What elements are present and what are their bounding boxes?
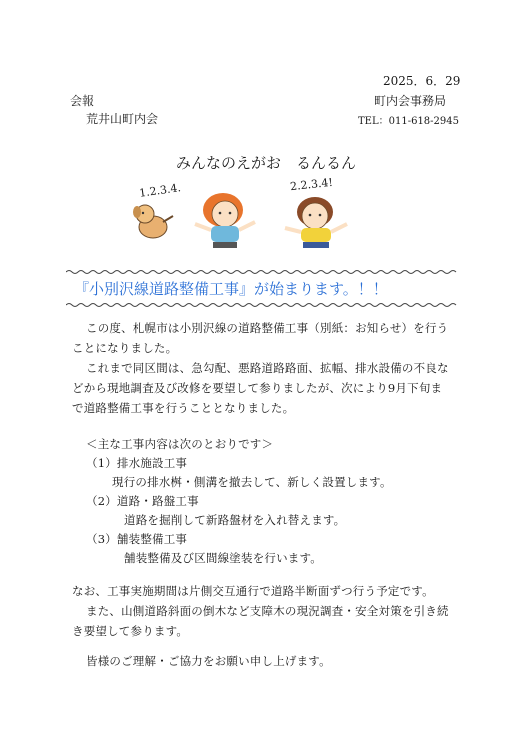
boy-figure xyxy=(285,197,347,248)
p1-line2: ことになりました。 xyxy=(72,341,178,355)
work-list-title: ＜主な工事内容は次のとおりです＞ xyxy=(86,437,274,451)
p1-line1: この度、札幌市は小別沢線の道路整備工事（別紙：お知らせ）を行う xyxy=(86,321,449,335)
slogan: みんなのえがお るんるん xyxy=(176,154,357,172)
p2-line3: で道路整備工事を行うこととなりました。 xyxy=(72,401,295,415)
work-item-2-detail: 道路を掘削して新路盤材を入れ替えます。 xyxy=(124,513,346,527)
work-item-3-title: （3）舗装整備工事 xyxy=(86,532,188,546)
wave-border-bottom xyxy=(66,302,458,308)
girl-figure xyxy=(195,193,255,248)
p3-line3: き要望して参ります。 xyxy=(72,624,189,638)
announcement-banner xyxy=(66,269,458,309)
p3-line1: なお、工事実施期間は片側交互通行で道路半断面ずつ行う予定です。 xyxy=(72,584,434,598)
work-item-2-title: （2）道路・路盤工事 xyxy=(86,494,199,508)
work-item-1-detail: 現行の排水桝・側溝を撤去して、新しく設置します。 xyxy=(112,475,392,489)
counting-text-left: 1.2.3.4. xyxy=(138,181,182,200)
closing-line: 皆様のご理解・ご協力をお願い申し上げます。 xyxy=(86,654,331,668)
work-item-1-title: （1）排水施設工事 xyxy=(86,456,188,470)
banner-title: 『小別沢線道路整備工事』が始まります。！！ xyxy=(74,280,388,298)
dog-figure xyxy=(133,205,173,238)
work-item-3-detail: 舗装整備及び区間線塗装を行います。 xyxy=(124,551,322,565)
wave-border-top xyxy=(66,269,458,275)
dancing-kids-illustration xyxy=(115,172,395,252)
association-name: 荒井山町内会 xyxy=(86,112,159,126)
counting-text-right: 2.2.3.4! xyxy=(289,175,334,194)
issue-date: 2025．6．29 xyxy=(383,74,461,88)
p3-line2: また、山側道路斜面の倒木など支障木の現況調査・安全対策を引き続 xyxy=(86,604,449,618)
newsletter-kind: 会報 xyxy=(70,94,95,108)
p2-line1: これまで同区間は、急勾配、悪路道路路面、拡幅、排水設備の不良な xyxy=(86,361,449,375)
p2-line2: どから現地調査及び改修を要望して参りましたが、次により9月下旬ま xyxy=(72,381,443,395)
office-tel: TEL：011-618-2945 xyxy=(358,116,459,127)
office-name: 町内会事務局 xyxy=(374,94,447,108)
